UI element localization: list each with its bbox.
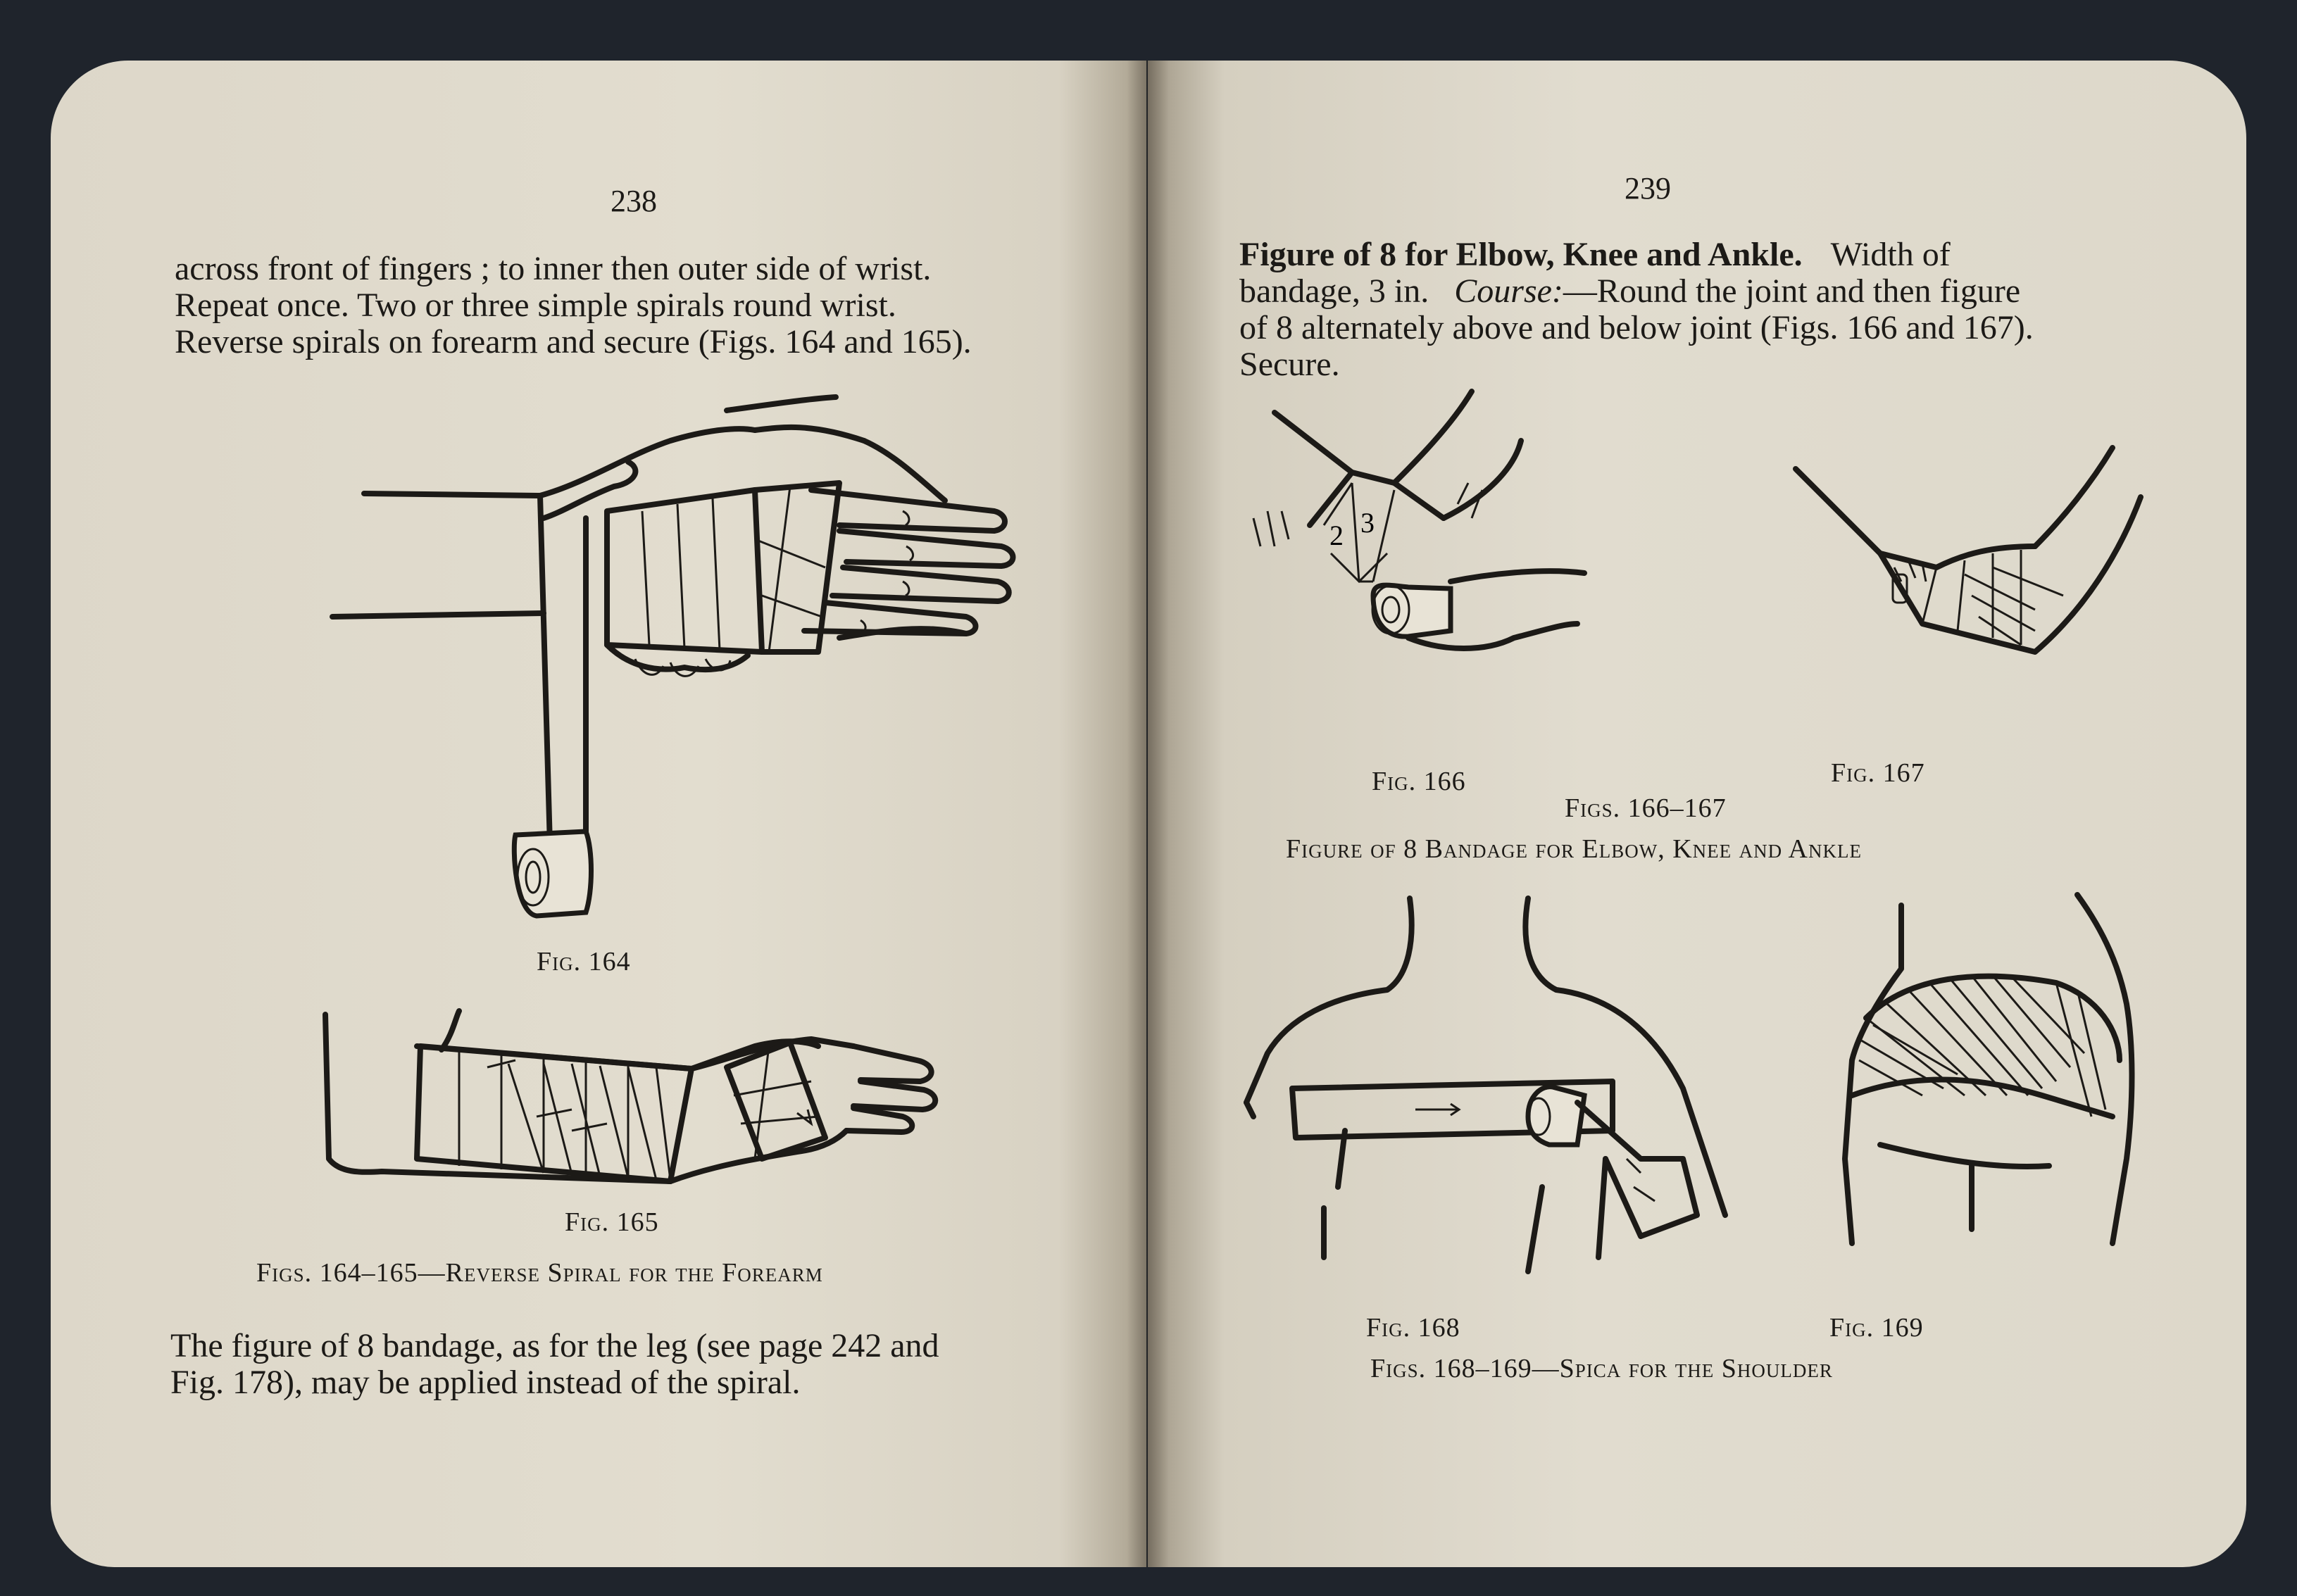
heading-rest: Width of [1830,236,1951,273]
left-bottom-line-2: Fig. 178), may be applied instead of the spiral. [170,1364,801,1401]
right-text-line-3: of 8 alternately above and below joint (Figs. 166 and 167). [1239,309,2034,346]
left-page [51,61,1146,1567]
left-top-line-3: Reverse spirals on forearm and secure (Figs. 164 and 165). [175,323,972,360]
right-page [1148,61,2246,1567]
figure-168-169-shoulder-spica [1148,61,2246,1567]
left-top-line-2: Repeat once. Two or three simple spirals round wrist. [175,287,896,324]
course-label: Course: [1454,272,1563,310]
page-number-right: 239 [1625,171,1671,206]
figs-166-167-label: Figs. 166–167 [1565,793,1727,823]
text-line2-a: bandage, 3 in. [1239,272,1429,310]
fig-164-label: Fig. 164 [537,947,631,976]
left-bottom-paragraph [170,1328,939,1401]
page-number-left: 238 [611,184,657,218]
fig-166-label: Fig. 166 [1372,767,1466,796]
fig-168-label: Fig. 168 [1366,1313,1460,1343]
section-heading: Figure of 8 for Elbow, Knee and Ankle. [1239,236,1803,273]
right-text-line-4: Secure. [1239,346,1340,383]
text-line2-b: —Round the joint and then figure [1563,272,2021,310]
fig-165-label: Fig. 165 [565,1207,659,1237]
figs-168-169-caption: Figs. 168–169—Spica for the Shoulder [1370,1354,1833,1383]
left-bottom-line-1: The figure of 8 bandage, as for the leg (see page 242 and [170,1327,939,1364]
fig166-number-3: 3 [1360,507,1375,539]
figs-164-165-caption: Figs. 164–165—Reverse Spiral for the Forearm [256,1258,823,1288]
figs-166-167-caption: Figure of 8 Bandage for Elbow, Knee and Ankle [1286,834,1862,864]
left-top-line-1: across front of fingers ; to inner then outer side of wrist. [175,250,932,287]
fig-169-label: Fig. 169 [1829,1313,1924,1343]
book-gutter [1127,61,1169,1567]
fig-167-label: Fig. 167 [1831,758,1925,788]
fig166-number-2: 2 [1329,520,1344,551]
